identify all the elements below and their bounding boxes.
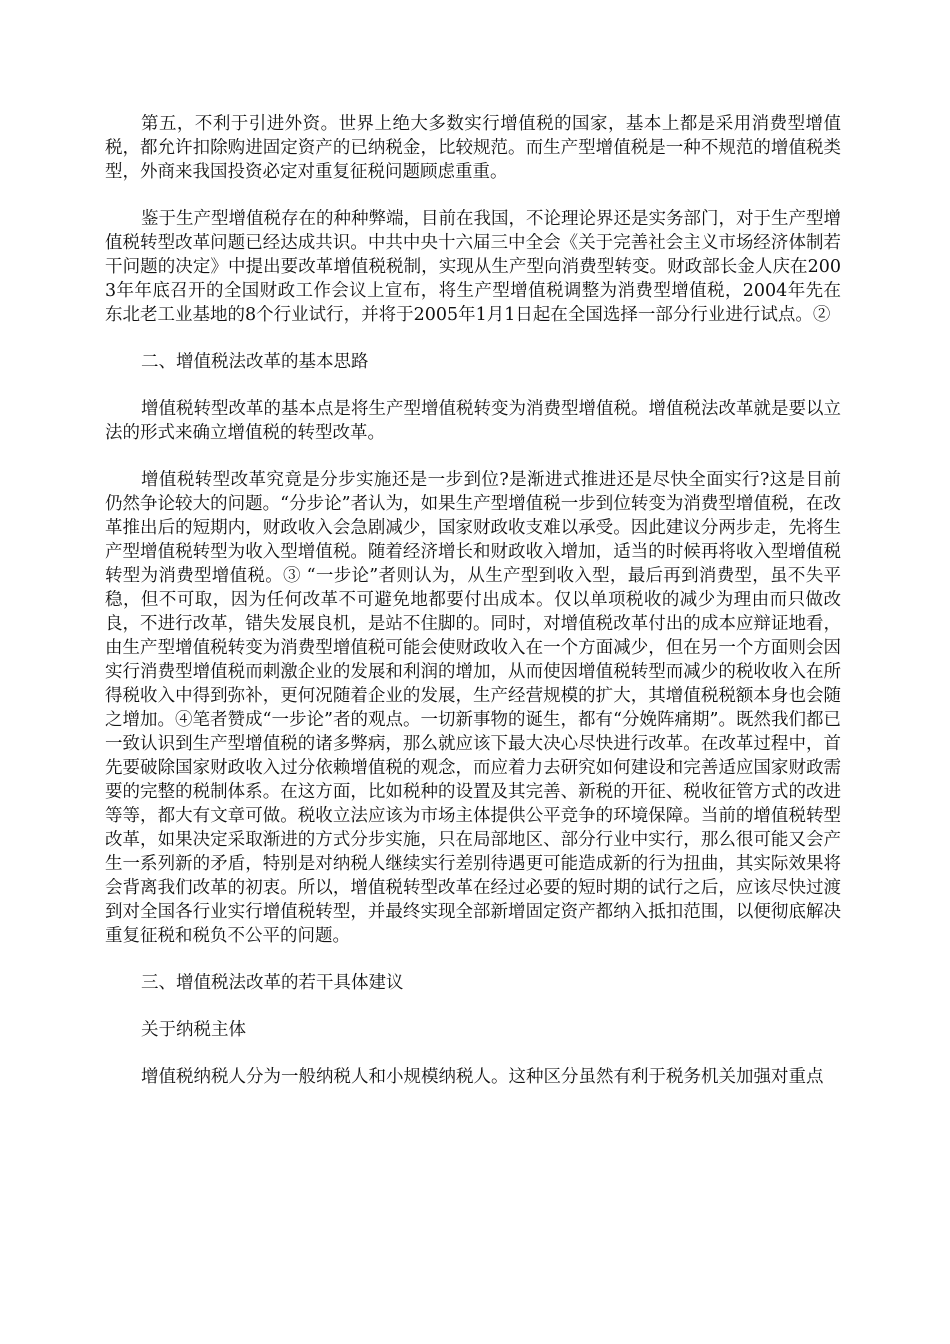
paragraph-consensus: 鉴于生产型增值税存在的种种弊端，目前在我国，不论理论界还是实务部门，对于生产型增值税转型改革问题已经达成共识。中共中央十六届三中全会《关于完善社会主义市场经济体制若干问题的决定》中提出要改革增值税税制，实现从生产型向消费型转变。财政部长金人庆在2003年年底召开的全国财政工作会议上宣布，将生产型增值税调整为消费型增值税，2004年先在东北老工业基地的8个行业试行，并将于2005年1月1日起在全国选择一部分行业进行试点。② <box>105 209 841 325</box>
paragraph-taxpayer-types: 增值税纳税人分为一般纳税人和小规模纳税人。这种区分虽然有利于税务机关加强对重点 <box>141 1067 824 1087</box>
paragraph-foreign-investment: 第五，不利于引进外资。世界上绝大多数实行增值税的国家，基本上都是采用消费型增值税，都允许扣除购进固定资产的已纳税金，比较规范。而生产型增值税是一种不规范的增值税类型，外商来我国投资必定对重复征税问题顾虑重重。 <box>105 114 841 182</box>
paragraph-stepwise-debate: 增值税转型改革究竟是分步实施还是一步到位?是渐进式推进还是尽快全面实行?这是目前仍然争论较大的问题。“分步论”者认为，如果生产型增值税一步到位转变为消费型增值税，在改革推出后的短期内，财政收入会急剧减少，国家财政收支难以承受。因此建议分两步走，先将生产型增值税转型为收入型增值税。随着经济增长和财政收入增加，适当的时候再将收入型增值税转型为消费型增值税。③ “一步论”者则认为，从生产型到收入型，最后再到消费型，虽不失平稳，但不可取，因为任何改革不可避免地都要付出成本。仅以单项税收的减少为理由而只做改良，不进行改革，错失发展良机，是站不住脚的。同时，对增值税改革付出的成本应辩证地看，由生产型增值税转变为消费型增值税可能会使财政收入在一个方面减少，但在另一个方面则会因实行消费型增值税而刺激企业的发展和利润的增加，从而使因增值税转型而减少的税收收入在所得税收入中得到弥补，更何况随着企业的发展，生产经营规模的扩大，其增值税税额本身也会随之增加。④笔者赞成“一步论”者的观点。一切新事物的诞生，都有“分娩阵痛期”。既然我们都已一致认识到生产型增值税的诸多弊病，那么就应该下最大决心尽快进行改革。在改革过程中，首先要破除国家财政收入过分依赖增值税的观念，而应着力去研究如何建设和完善适应国家财政需要的完整的税制体系。在这方面，比如税种的设置及其完善、新税的开征、税收征管方式的改进等等，都大有文章可做。税收立法应该为市场主体提供公平竞争的环境保障。当前的增值税转型改革，如果决定采取渐进的方式分步实施，只在局部地区、部分行业中实行，那么很可能又会产生一系列新的矛盾，特别是对纳税人继续实行差别待遇更可能造成新的行为扭曲，其实际效果将会背离我们改革的初衷。所以，增值税转型改革在经过必要的短时期的试行之后，应该尽快过渡到对全国各行业实行增值税转型，并最终实现全部新增固定资产都纳入抵扣范围，以便彻底解决重复征税和税负不公平的问题。 <box>105 470 841 946</box>
section-heading-specific-suggestions: 三、增值税法改革的若干具体建议 <box>141 973 404 993</box>
section-heading-basic-approach: 二、增值税法改革的基本思路 <box>141 352 369 372</box>
document-page <box>105 112 841 1112</box>
subheading-taxpayer: 关于纳税主体 <box>141 1020 246 1040</box>
paragraph-basic-point: 增值税转型改革的基本点是将生产型增值税转变为消费型增值税。增值税法改革就是要以立法的形式来确立增值税的转型改革。 <box>105 399 841 443</box>
